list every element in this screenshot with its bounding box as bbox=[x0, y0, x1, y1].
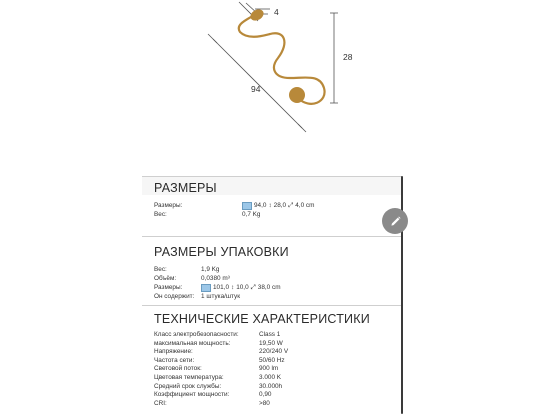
tech-title: ТЕХНИЧЕСКИЕ ХАРАКТЕРИСТИКИ bbox=[154, 312, 370, 326]
packing-title: РАЗМЕРЫ УПАКОВКИ bbox=[154, 245, 289, 259]
depth-arrow-icon: ⤢ bbox=[250, 284, 256, 291]
row-label: Вес: bbox=[154, 211, 167, 218]
row-value: 1,9 Kg bbox=[201, 266, 220, 273]
width-value: 101,0 bbox=[213, 284, 229, 291]
row-value: 0,7 Kg bbox=[242, 211, 261, 218]
sizes-title: РАЗМЕРЫ bbox=[154, 181, 217, 195]
product-dimension-drawing bbox=[0, 0, 550, 170]
row-value: 1 штука/штук bbox=[201, 293, 241, 300]
row-value: 19,50 W bbox=[259, 339, 283, 347]
edit-button[interactable] bbox=[382, 208, 408, 234]
depth-arrow-icon: ⤢ bbox=[288, 202, 294, 209]
height-value: 10,0 bbox=[236, 284, 249, 291]
row-label: Коэффициент мощности: bbox=[154, 391, 230, 399]
row-value: 50/60 Hz bbox=[259, 356, 285, 364]
height-arrow-icon: ↕ bbox=[231, 284, 235, 291]
row-label: Частота сети: bbox=[154, 356, 195, 364]
row-label: Средний срок службы: bbox=[154, 382, 222, 390]
width-dimension bbox=[208, 34, 306, 132]
package-size-icon bbox=[242, 202, 252, 210]
row-value: 220/240 V bbox=[259, 348, 289, 356]
height-value: 28,0 bbox=[273, 202, 287, 209]
depth-label: 4 bbox=[274, 7, 279, 17]
pencil-icon bbox=[389, 215, 402, 228]
row-value: 900 lm bbox=[259, 365, 279, 373]
section-divider bbox=[142, 236, 402, 237]
height-dimension bbox=[330, 13, 338, 103]
depth-value: 4,0 cm bbox=[295, 202, 315, 209]
row-value: Class 1 bbox=[259, 331, 281, 338]
depth-value: 38,0 cm bbox=[257, 284, 281, 291]
row-value: 0,90 bbox=[259, 391, 272, 399]
row-label: Световой поток: bbox=[154, 365, 202, 373]
row-value: >80 bbox=[259, 399, 270, 407]
height-label: 28 bbox=[343, 52, 353, 62]
row-value: 30.000h bbox=[259, 382, 283, 390]
width-label: 94 bbox=[251, 84, 261, 94]
section-divider bbox=[142, 305, 402, 306]
height-arrow-icon: ↕ bbox=[268, 202, 272, 209]
row-label: Цветовая температура: bbox=[154, 374, 224, 381]
row-label: Размеры: bbox=[154, 284, 183, 291]
package-size-icon bbox=[201, 284, 211, 292]
row-label: Класс электробезопасности: bbox=[154, 331, 239, 338]
row-value: 0,0380 m³ bbox=[201, 275, 230, 282]
row-label: Напряжение: bbox=[154, 348, 193, 356]
row-label: CRI: bbox=[154, 399, 167, 407]
row-label: максимальная мощность: bbox=[154, 339, 231, 347]
row-label: Размеры: bbox=[154, 202, 183, 209]
row-label: Он содержит: bbox=[154, 293, 195, 300]
row-label: Вес: bbox=[154, 266, 167, 273]
width-value: 94,0 bbox=[254, 202, 267, 209]
row-value: 3.000 K bbox=[259, 374, 282, 381]
row-label: Объём: bbox=[154, 275, 177, 282]
